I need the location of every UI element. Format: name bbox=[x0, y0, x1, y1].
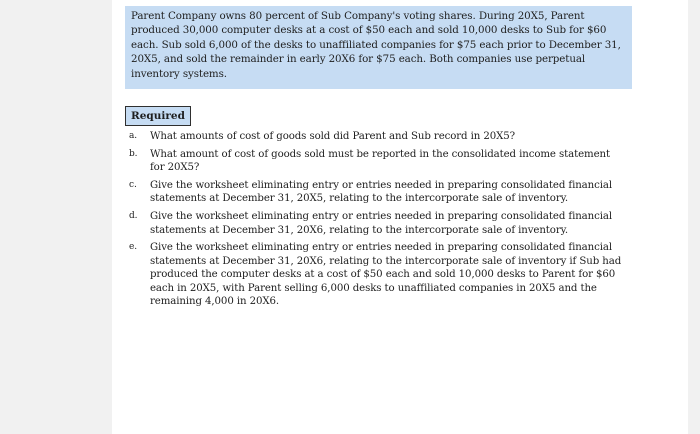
required-heading: Required bbox=[125, 106, 191, 126]
question-letter: b. bbox=[129, 148, 138, 159]
question-letter: d. bbox=[129, 211, 138, 222]
question-e bbox=[126, 241, 626, 308]
question-letter: a. bbox=[129, 131, 138, 141]
question-a bbox=[126, 130, 626, 143]
problem-statement: Parent Company owns 80 percent of Sub Company's voting shares. During 20X5, Parent produced 30,000 computer desks at a cost of $50 each and sold 10,000 desks to Sub for $60 each. Sub sold 6,000 of the desks to unaffiliated companies for $75 each prior to December 31, 20X5, and sold the remainder in early 20X6 for $75 each. Both companies use perpetual inventory systems. bbox=[125, 6, 632, 89]
question-text: What amounts of cost of goods sold did Parent and Sub record in 20X5? bbox=[150, 131, 516, 142]
document-page bbox=[112, 0, 688, 434]
question-letter: c. bbox=[129, 180, 137, 190]
question-text: Give the worksheet eliminating entry or entries needed in preparing consolidated financial statements at December 31, 20X6, relating to the intercorporate sale of inventory. bbox=[150, 211, 613, 236]
question-text: What amount of cost of goods sold must be reported in the consolidated income statement for 20X5? bbox=[150, 148, 610, 174]
question-d bbox=[126, 210, 626, 237]
question-c bbox=[126, 179, 626, 206]
question-b bbox=[126, 148, 626, 175]
question-letter: e. bbox=[129, 242, 137, 253]
question-list bbox=[126, 130, 626, 313]
question-text: Give the worksheet eliminating entry or entries needed in preparing consolidated financial statements at December 31, 20X5, relating to the intercorporate sale of inventory. bbox=[150, 180, 613, 205]
question-text: Give the worksheet eliminating entry or entries needed in preparing consolidated financial statements at December 31, 20X6, relating to the intercorporate sale of inventory if Sub had produced the computer desks at a cost of $50 each and sold 10,000 desks to Parent for $60 each in 20X5, with Parent selling 6,000 desks to unaffiliated companies in 20X5 and the remaining 4,000 in 20X6. bbox=[150, 242, 622, 308]
